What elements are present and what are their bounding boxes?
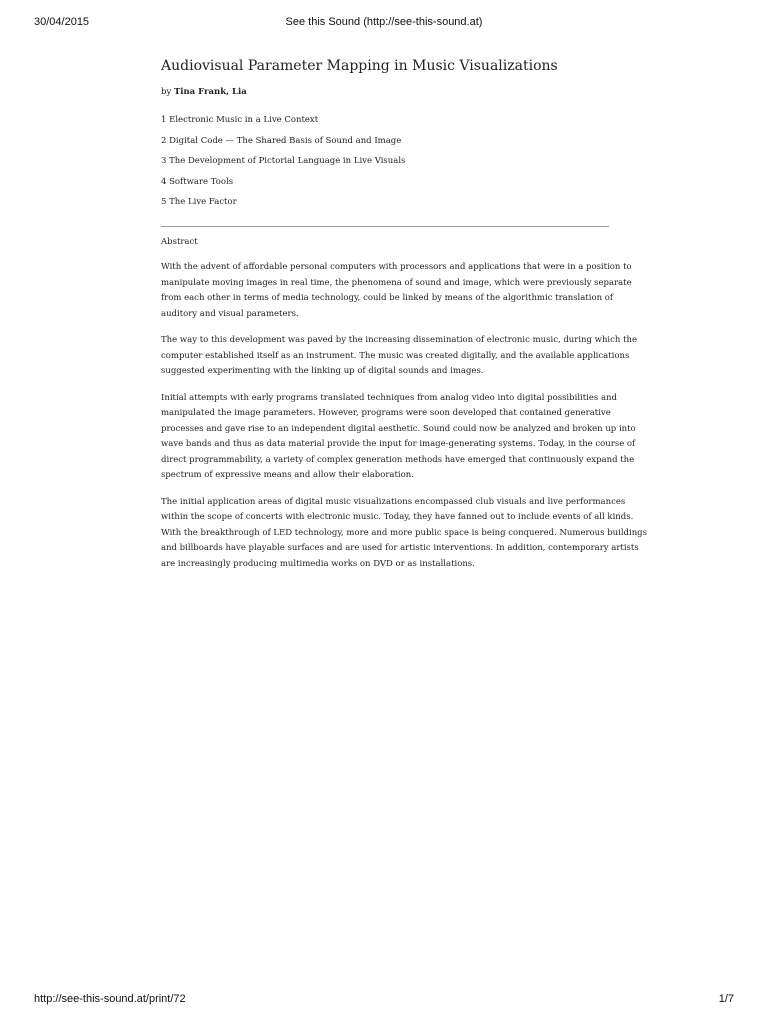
abstract-heading: Abstract bbox=[161, 237, 198, 247]
abstract-paragraph: With the advent of affordable personal computers with processors and applications that were in a position to manipulate moving images in real time, the phenomena of sound and image, which were previously separate from each other in terms of media technology, could be linked by means of the algorithmic translation of auditory and visual parameters. bbox=[161, 262, 632, 319]
toc-item[interactable]: 1 Electronic Music in a Live Context bbox=[161, 115, 319, 125]
print-footer bbox=[0, 993, 768, 1009]
byline bbox=[161, 85, 651, 99]
byline-prefix: by bbox=[161, 87, 172, 97]
page-number: 1/7 bbox=[718, 993, 734, 1005]
article bbox=[161, 56, 651, 572]
body-paragraph: Initial attempts with early programs translated techniques from analog video into digital possibilities and manipulated the image parameters. However, programs were soon developed that contained generative processes and gave rise to an independent digital aesthetic. Sound could now be analyzed and broken up into wave bands and thus as data material provide the input for image-generating systems. Today, in the course of direct programmability, a variety of complex generation methods have emerged that continuously expand the spectrum of expressive means and allow their elaboration. bbox=[161, 392, 636, 480]
authors: Tina Frank, Lia bbox=[173, 87, 247, 97]
divider bbox=[161, 226, 609, 227]
toc-item[interactable]: 4 Software Tools bbox=[161, 176, 234, 187]
print-page-title: See this Sound (http://see-this-sound.at) bbox=[285, 16, 483, 28]
print-url: http://see-this-sound.at/print/72 bbox=[34, 993, 186, 1005]
toc-item[interactable]: 3 The Development of Pictorial Language in Live Visuals bbox=[161, 156, 406, 166]
body-paragraph: The way to this development was paved by the increasing dissemination of electronic music, during which the computer established itself as an instrument. The music was created digitally, and the available applications suggested experimenting with the linking up of digital sounds and images. bbox=[161, 335, 638, 376]
toc-item[interactable]: 2 Digital Code — The Shared Basis of Sound and Image bbox=[161, 135, 402, 146]
table-of-contents bbox=[161, 113, 651, 209]
article-title: Audiovisual Parameter Mapping in Music Visualizations bbox=[161, 58, 558, 74]
body-paragraph: The initial application areas of digital music visualizations encompassed club visuals and live performances within the scope of concerts with electronic music. Today, they have fanned out to include events of all kinds. With the breakthrough of LED technology, more and more public space is being conquered. Numerous buildings and billboards have playable surfaces and are used for artistic interventions. In addition, contemporary artists are increasingly producing multimedia works on DVD or as installations. bbox=[161, 496, 647, 569]
print-header bbox=[0, 16, 768, 32]
print-date: 30/04/2015 bbox=[34, 16, 90, 28]
toc-item[interactable]: 5 The Live Factor bbox=[161, 197, 237, 207]
